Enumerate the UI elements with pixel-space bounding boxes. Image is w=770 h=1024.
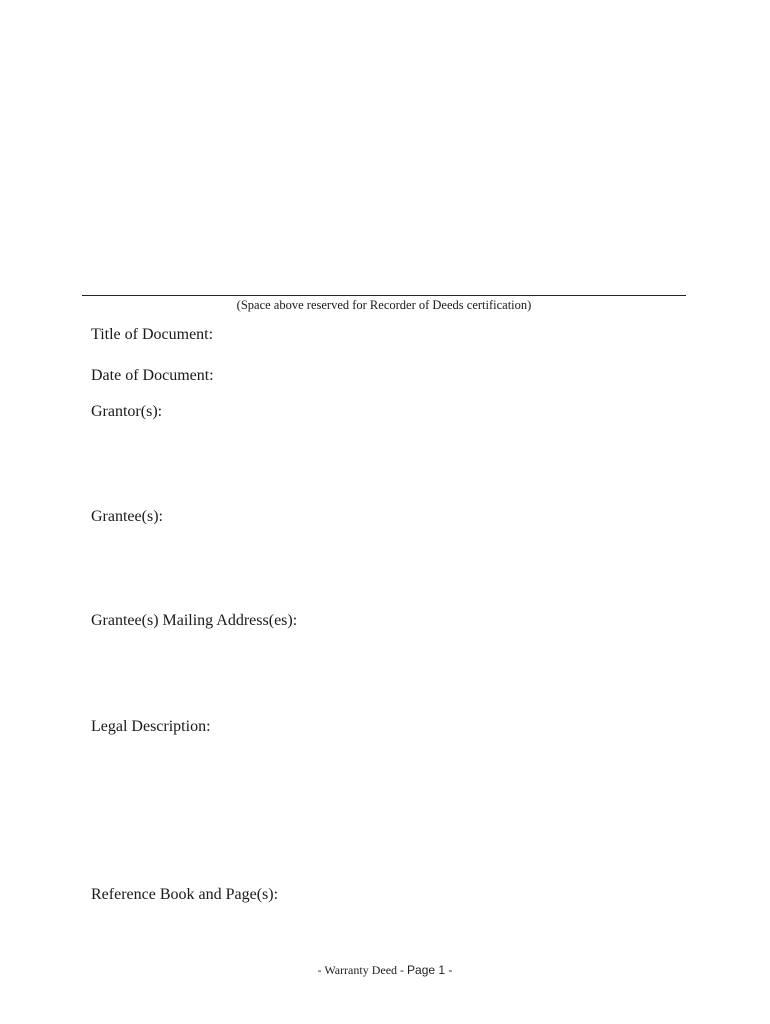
footer-document-name: - Warranty Deed - xyxy=(317,963,408,977)
footer-page-number: Page 1 - xyxy=(407,963,453,977)
recorder-space-divider xyxy=(82,295,686,296)
legal-description-label: Legal Description: xyxy=(91,718,211,735)
grantee-mailing-address-label: Grantee(s) Mailing Address(es): xyxy=(91,612,298,629)
date-of-document-label: Date of Document: xyxy=(91,367,214,384)
title-of-document-label: Title of Document: xyxy=(91,326,214,343)
page-footer xyxy=(0,963,770,977)
recorder-space-note: (Space above reserved for Recorder of Deeds certification) xyxy=(236,298,532,312)
grantee-label: Grantee(s): xyxy=(91,508,163,525)
reference-book-page-label: Reference Book and Page(s): xyxy=(91,886,279,903)
grantor-label: Grantor(s): xyxy=(91,403,163,420)
